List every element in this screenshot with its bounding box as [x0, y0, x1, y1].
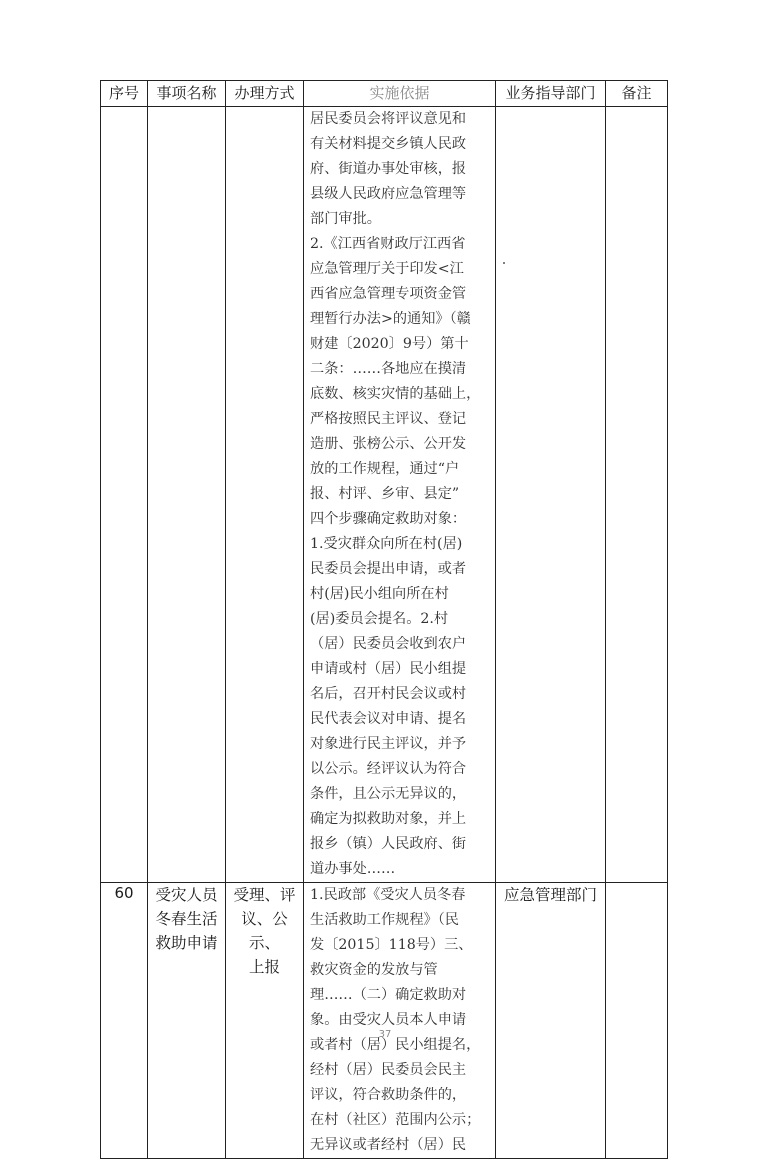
row-number: 60: [114, 884, 134, 902]
page-number: 37: [378, 1029, 392, 1040]
basis-text: 居民委员会将评议意见和 有关材料提交乡镇人民政 府、街道办事处审核，报 县级人民政府应急管理等 部门审批。 2.《江西省财政厅江西省 应急管理厅关于印发<江 西省应急管理专项资金管 理暂行办法>的通知》（赣 财建〔2020〕9号）第十 二条：……各地应在摸清 底数、核实灾情的基础上， 严格按照民主评议、登记 造册、张榜公示、公开发 放的工作规程，通过“户 报、村评、乡审、县定” 四个步骤确定救助对象： 1.受灾群众向所在村(居) 民委员会提出申请，或者 村(居)民小组向所在村 (居)委员会提名。2.村 （居）民委员会收到农户 申请或村（居）民小组提 名后，召开村民会议或村 民代表会议对申请、提名 对象进行民主评议，并予 以公示。经评议认为符合 条件，且公示无异议的， 确定为拟救助对象，并上 报乡（镇）人民政府、街 道办事处……: [310, 111, 481, 877]
cell-basis: [304, 883, 496, 1159]
cell-basis: [304, 107, 496, 883]
header-department: 业务指导部门: [496, 81, 606, 107]
cell-department: [496, 107, 606, 883]
scan-speck: [503, 262, 505, 264]
header-basis: 实施依据: [304, 81, 496, 107]
cell-remark: [606, 883, 668, 1159]
header-item-name: 事项名称: [148, 81, 226, 107]
cell-item-name: [148, 883, 226, 1159]
items-table: [100, 80, 668, 1159]
cell-remark: [606, 107, 668, 883]
table-row: [101, 107, 668, 883]
cell-number: [101, 107, 148, 883]
cell-item-name: [148, 107, 226, 883]
cell-method: [226, 883, 304, 1159]
table-header-row: [101, 81, 668, 107]
header-number: 序号: [101, 81, 148, 107]
cell-department: [496, 883, 606, 1159]
header-method: 办理方式: [226, 81, 304, 107]
cell-number: [101, 883, 148, 1159]
table-row: [101, 883, 668, 1159]
item-name: 受灾人员 冬春生活 救助申请: [155, 886, 218, 952]
department: 应急管理部门: [503, 886, 597, 904]
basis-text: 1.民政部《受灾人员冬春 生活救助工作规程》（民 发〔2015〕118号）三、 救灾资金的发放与管 理……（二）确定救助对 象。由受灾人员本人申请 或者村（居）民小组提名， 经村（居）民委员会民主 评议，符合救助条件的， 在村（社区）范围内公示； 无异议或者经村（居）民: [310, 887, 481, 1153]
handling-method: 受理、评 议、公示、 上报: [233, 886, 296, 976]
header-remark: 备注: [606, 81, 668, 107]
cell-method: [226, 107, 304, 883]
